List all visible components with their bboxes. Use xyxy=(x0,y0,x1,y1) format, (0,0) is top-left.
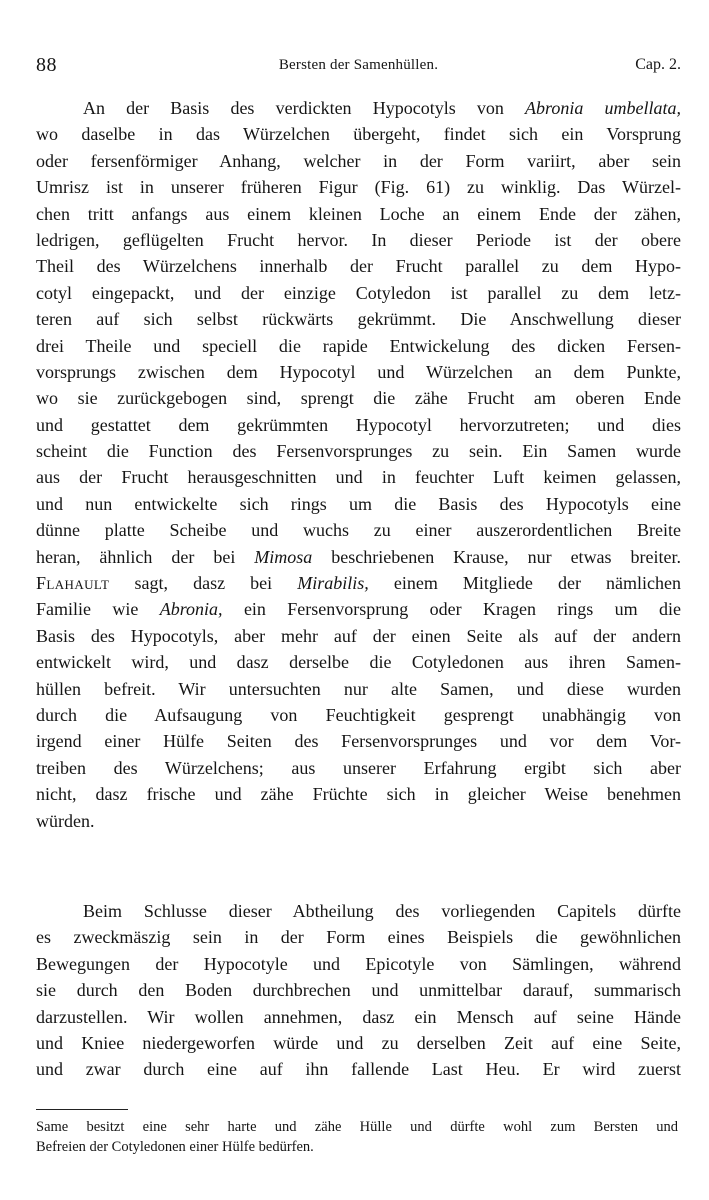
text-line: Familie wie Abronia, ein Fersenvorsprung oder Kragen rings um die xyxy=(36,599,681,620)
text-line: drei Theile und speciell die rapide Entwickelung des dicken Fersen- xyxy=(36,335,681,356)
text-line: scheint die Function des Fersenvorsprunges zu sein. Ein Samen wurde xyxy=(36,441,681,462)
text-line: darzustellen. Wir wollen annehmen, dasz ein Mensch auf seine Hände xyxy=(36,1006,681,1027)
text-line: sie durch den Boden durchbrechen und unmittelbar darauf, summarisch xyxy=(36,980,681,1001)
text-line: An der Basis des verdickten Hypocotyls von Abronia umbellata, xyxy=(83,98,681,118)
text-line: aus der Frucht herausgeschnitten und in feuchter Luft keimen gelassen, xyxy=(36,467,681,488)
text-line: cotyl eingepackt, und der einzige Cotyledon ist parallel zu dem letz- xyxy=(36,282,681,303)
text-line: und Kniee niedergeworfen würde und zu derselben Zeit auf eine Seite, xyxy=(36,1032,681,1053)
text-line: oder fersenförmiger Anhang, welcher in der Form variirt, aber sein xyxy=(36,150,681,171)
chapter-label: Cap. 2. xyxy=(635,56,681,73)
paragraph-abronia xyxy=(36,95,681,834)
text-line: Flahault sagt, dasz bei Mirabilis, einem Mitgliede der nämlichen xyxy=(36,573,681,594)
taxon-name: Mirabilis, xyxy=(297,573,369,594)
running-title: Bersten der Samenhüllen. xyxy=(278,57,439,73)
text-line: Basis des Hypocotyls, aber mehr auf der einen Seite als auf der andern xyxy=(36,625,681,646)
footnote-line: Same besitzt eine sehr harte und zähe Hülle und dürfte wohl zum Bersten und xyxy=(36,1119,678,1135)
footnote-divider xyxy=(36,1109,128,1110)
taxon-name: Mimosa xyxy=(254,546,313,567)
text-line: würden. xyxy=(36,810,95,831)
text-line: und nun entwickelte sich rings um die Basis des Hypocotyls eine xyxy=(36,493,681,514)
text-line: wo daselbe in das Würzelchen übergeht, findet sich ein Vorsprung xyxy=(36,124,681,145)
text-line: entwickelt wird, und dasz derselbe die Cotyledonen aus ihren Samen- xyxy=(36,652,681,673)
page-header xyxy=(36,54,681,82)
text-line: treiben des Würzelchens; aus unserer Erfahrung ergibt sich aber xyxy=(36,757,681,778)
text-line: hüllen befreit. Wir untersuchten nur alte Samen, und diese wurden xyxy=(36,678,681,699)
taxon-name: Abronia umbellata, xyxy=(525,98,681,118)
text-line: und gestattet dem gekrümmten Hypocotyl hervorzutreten; und dies xyxy=(36,414,681,435)
text-line: chen tritt anfangs aus einem kleinen Loche an einem Ende der zähen, xyxy=(36,203,681,224)
text-line: Beim Schlusse dieser Abtheilung des vorliegenden Capitels dürfte xyxy=(83,901,681,921)
text-line: Umrisz ist in unserer früheren Figur (Fig. 61) zu winklig. Das Würzel- xyxy=(36,177,681,198)
text-line: ledrigen, geflügelten Frucht hervor. In dieser Periode ist der obere xyxy=(36,229,681,250)
text-line: durch die Aufsaugung von Feuchtigkeit gesprengt unabhängig von xyxy=(36,704,681,725)
text-line: vorsprungs zwischen dem Hypocotyl und Würzelchen an dem Punkte, xyxy=(36,361,681,382)
footnote-line: Befreien der Cotyledonen einer Hülfe bedürfen. xyxy=(36,1139,314,1155)
text-line: wo sie zurückgebogen sind, sprengt die zähe Frucht am oberen Ende xyxy=(36,388,681,409)
text-line: dünne platte Scheibe und wuchs zu einer auszerordentlichen Breite xyxy=(36,520,681,541)
text-line: nicht, dasz frische und zähe Früchte sich in gleicher Weise benehmen xyxy=(36,784,681,805)
text-line: und zwar durch eine auf ihn fallende Last Heu. Er wird zuerst xyxy=(36,1059,681,1080)
text-line: heran, ähnlich der bei Mimosa beschriebenen Krause, nur etwas breiter. xyxy=(36,546,681,567)
text-line: teren auf sich selbst rückwärts gekrümmt. Die Anschwellung dieser xyxy=(36,309,681,330)
text-line: Bewegungen der Hypocotyle und Epicotyle von Sämlingen, während xyxy=(36,953,681,974)
author-name: Flahault xyxy=(36,573,110,594)
text-line: Theil des Würzelchens innerhalb der Frucht parallel zu dem Hypo- xyxy=(36,256,681,277)
page-number: 88 xyxy=(36,54,57,76)
text-line: irgend einer Hülfe Seiten des Fersenvorsprunges und vor dem Vor- xyxy=(36,731,681,752)
text-line: es zweckmäszig sein in der Form eines Beispiels die gewöhnlichen xyxy=(36,927,681,948)
paragraph-summary xyxy=(36,898,681,1083)
footnote xyxy=(36,1117,678,1157)
taxon-name: Abronia, xyxy=(159,599,223,620)
